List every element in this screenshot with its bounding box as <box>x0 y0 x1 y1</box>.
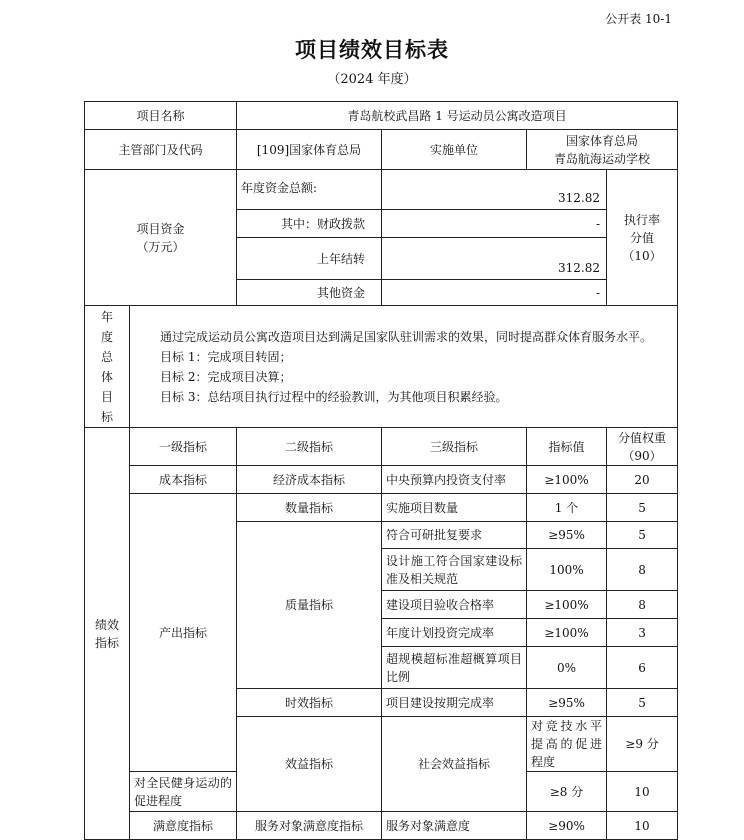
header-weight-line1: 分值权重 <box>618 430 667 445</box>
benefit-level2: 社会效益指标 <box>382 717 527 812</box>
indicator-value: ≥9 分 <box>607 717 678 772</box>
goals-char: 体 <box>100 369 113 384</box>
header-level3: 三级指标 <box>382 428 527 466</box>
indicator-weight: 8 <box>607 591 678 619</box>
year-label: （2024 年度） <box>327 72 417 87</box>
fund-total-row <box>85 170 678 210</box>
indicator-name: 建设项目验收合格率 <box>382 591 527 619</box>
header-weight <box>607 428 678 466</box>
benefit-level1: 效益指标 <box>237 717 382 812</box>
indicator-name: 服务对象满意度 <box>382 812 527 840</box>
goals-char: 标 <box>100 409 113 424</box>
indicator-weight: 10 <box>607 772 678 812</box>
fund-label-line2: （万元） <box>136 239 185 254</box>
fund-other-value: - <box>382 280 607 306</box>
fund-label <box>85 170 237 306</box>
indicator-value: 1 个 <box>527 494 607 522</box>
indicator-value: ≥100% <box>527 591 607 619</box>
fund-label-line1: 项目资金 <box>136 221 185 236</box>
form-number: 公开表 10-1 <box>605 12 672 26</box>
cost-level2: 经济成本指标 <box>237 466 382 494</box>
indicator-weight: 5 <box>607 494 678 522</box>
performance-goal-table <box>84 101 678 840</box>
page-title: 项目绩效目标表 <box>295 37 449 62</box>
indicator-value: ≥8 分 <box>527 772 607 812</box>
goal-line: 目标 2：完成项目决算； <box>160 369 292 384</box>
header-value: 指标值 <box>527 428 607 466</box>
goals-char: 目 <box>100 389 113 404</box>
goals-content <box>130 306 678 428</box>
impl-unit-value <box>527 130 678 170</box>
fund-carry-label: 上年结转 <box>237 238 382 280</box>
indicator-name: 对全民健身运动的促进程度 <box>130 772 237 812</box>
exec-rate-line1: 执行率 <box>624 212 661 227</box>
indicator-value: ≥100% <box>527 619 607 647</box>
indicator-weight: 6 <box>607 647 678 689</box>
indicator-weight: 20 <box>607 466 678 494</box>
fund-fiscal-label: 其中：财政拨款 <box>237 210 382 238</box>
indicator-header-row <box>85 428 678 466</box>
indicator-name: 符合可研批复要求 <box>382 522 527 549</box>
dept-row <box>85 130 678 170</box>
indicator-weight: 10 <box>607 812 678 840</box>
header-weight-line2: （90） <box>622 448 662 463</box>
indicator-value: ≥95% <box>527 689 607 717</box>
indicators-side-line2: 指标 <box>94 635 119 650</box>
satisfaction-level1: 满意度指标 <box>130 812 237 840</box>
impl-unit-line1: 国家体育总局 <box>566 133 639 148</box>
output-level1: 产出指标 <box>130 494 237 772</box>
indicator-weight: 3 <box>607 619 678 647</box>
goals-char: 总 <box>100 349 113 364</box>
project-name-row <box>85 102 678 130</box>
fund-total-value: 312.82 <box>382 170 607 210</box>
indicators-side-label <box>85 428 130 840</box>
indicator-weight: 8 <box>607 549 678 591</box>
quantity-level2: 数量指标 <box>237 494 382 522</box>
project-name-value: 青岛航校武昌路 1 号运动员公寓改造项目 <box>237 102 678 130</box>
indicators-side-line1: 绩效 <box>94 617 119 632</box>
indicator-name: 中央预算内投资支付率 <box>382 466 527 494</box>
goals-side-label <box>85 306 130 428</box>
indicator-value: ≥100% <box>527 466 607 494</box>
quality-level2: 质量指标 <box>237 522 382 689</box>
exec-rate-line3: （10） <box>622 248 662 263</box>
exec-rate-line2: 分值 <box>630 230 655 245</box>
indicator-name: 设计施工符合国家建设标准及相关规范 <box>382 549 527 591</box>
header-level2: 二级指标 <box>237 428 382 466</box>
indicator-value: ≥90% <box>527 812 607 840</box>
goals-row <box>85 306 678 428</box>
indicator-value: 0% <box>527 647 607 689</box>
fund-other-label: 其他资金 <box>237 280 382 306</box>
cost-level1: 成本指标 <box>130 466 237 494</box>
project-name-label: 项目名称 <box>85 102 237 130</box>
timeliness-level2: 时效指标 <box>237 689 382 717</box>
indicator-name: 超规模超标准超概算项目比例 <box>382 647 527 689</box>
indicator-weight: 5 <box>607 689 678 717</box>
indicator-value: 100% <box>527 549 607 591</box>
exec-rate-cell <box>607 170 678 306</box>
fund-total-label: 年度资金总额: <box>237 170 382 210</box>
dept-value: [109]国家体育总局 <box>237 130 382 170</box>
satisfaction-level2: 服务对象满意度指标 <box>237 812 382 840</box>
indicator-name: 年度计划投资完成率 <box>382 619 527 647</box>
indicator-name: 对竞技水平提高的促进程度 <box>527 717 607 772</box>
goals-char: 度 <box>100 329 113 344</box>
indicator-weight: 5 <box>607 522 678 549</box>
table-row <box>85 494 678 522</box>
indicator-name: 项目建设按期完成率 <box>382 689 527 717</box>
goal-line: 目标 3：总结项目执行过程中的经验教训，为其他项目积累经验。 <box>160 389 508 404</box>
impl-unit-line2: 青岛航海运动学校 <box>554 151 651 166</box>
fund-fiscal-value: - <box>382 210 607 238</box>
goal-line: 通过完成运动员公寓改造项目达到满足国家队驻训需求的效果，同时提高群众体育服务水平。 <box>160 329 653 344</box>
indicator-value: ≥95% <box>527 522 607 549</box>
goals-char: 年 <box>100 309 113 324</box>
header-level1: 一级指标 <box>130 428 237 466</box>
dept-label: 主管部门及代码 <box>85 130 237 170</box>
table-row <box>85 812 678 840</box>
goal-line: 目标 1：完成项目转固； <box>160 349 292 364</box>
impl-unit-label: 实施单位 <box>382 130 527 170</box>
indicator-name: 实施项目数量 <box>382 494 527 522</box>
fund-carry-value: 312.82 <box>382 238 607 280</box>
table-row <box>85 466 678 494</box>
